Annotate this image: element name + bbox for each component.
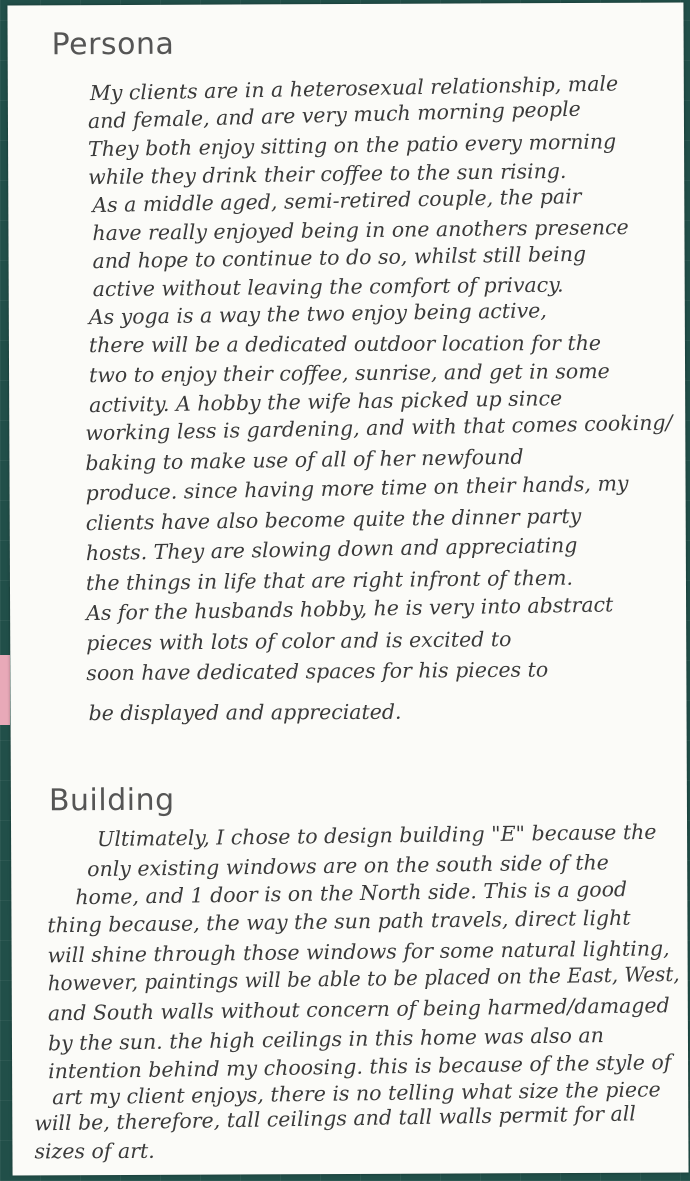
persona-heading: Persona: [51, 26, 175, 63]
building-line: will shine through those windows for some natural lighting,: [47, 936, 670, 968]
persona-line: active without leaving the comfort of privacy.: [92, 272, 564, 302]
persona-line: My clients are in a heterosexual relationship, male: [89, 71, 619, 106]
building-line: thing because, the way the sun path travels, direct light: [47, 905, 631, 938]
persona-line: soon have dedicated spaces for his pieces to: [86, 657, 549, 686]
persona-line: and female, and are very much morning people: [87, 96, 582, 134]
persona-line: and hope to continue to do so, whilst still being: [92, 241, 587, 274]
persona-line: there will be a dedicated outdoor location for the: [88, 330, 602, 358]
persona-line: clients have also become quite the dinner party: [85, 503, 582, 536]
building-line: however, paintings will be able to be placed on the East, West,: [47, 961, 680, 996]
building-heading: Building: [48, 782, 175, 819]
building-line: art my client enjoys, there is no telling what size the piece: [52, 1077, 661, 1110]
building-line: only existing windows are on the south side of the: [87, 850, 610, 882]
persona-line: baking to make use of all of her newfound: [85, 444, 524, 476]
building-line: sizes of art.: [34, 1138, 155, 1164]
persona-line: the things in life that are right infront of them.: [85, 565, 574, 596]
persona-line: have really enjoyed being in one anothers presence: [92, 215, 629, 246]
building-line: home, and 1 door is on the North side. This is a good: [75, 877, 628, 910]
handwritten-page: [7, 3, 688, 1176]
persona-line: As yoga is a way the two enjoy being active,: [88, 298, 548, 330]
building-line: and South walls without concern of being harmed/damaged: [47, 993, 670, 1026]
persona-line: while they drink their coffee to the sun rising.: [88, 158, 567, 190]
persona-line: As a middle aged, semi-retired couple, the pair: [92, 184, 582, 218]
pink-sticky-tab: [0, 655, 10, 725]
persona-line: working less is gardening, and with that comes cooking/: [85, 410, 673, 446]
persona-line: hosts. They are slowing down and appreciating: [85, 532, 578, 566]
persona-line: two to enjoy their coffee, sunrise, and get in some: [88, 359, 610, 388]
persona-line: produce. since having more time on their hands, my: [85, 471, 629, 506]
persona-line: be displayed and appreciated.: [88, 699, 402, 726]
persona-line: They both enjoy sitting on the patio every morning: [87, 129, 617, 162]
building-line: by the sun. the high ceilings in this home was also an: [47, 1023, 605, 1056]
persona-line: As for the husbands hobby, he is very into abstract: [85, 592, 614, 626]
persona-line: pieces with lots of color and is excited to: [86, 627, 512, 656]
building-line: Ultimately, I chose to design building "E" because the: [96, 819, 657, 852]
building-line: intention behind my choosing. this is because of the style of: [47, 1050, 672, 1084]
building-line: will be, therefore, tall ceilings and tall walls permit for all: [34, 1101, 637, 1136]
persona-line: activity. A hobby the wife has picked up since: [89, 386, 563, 418]
